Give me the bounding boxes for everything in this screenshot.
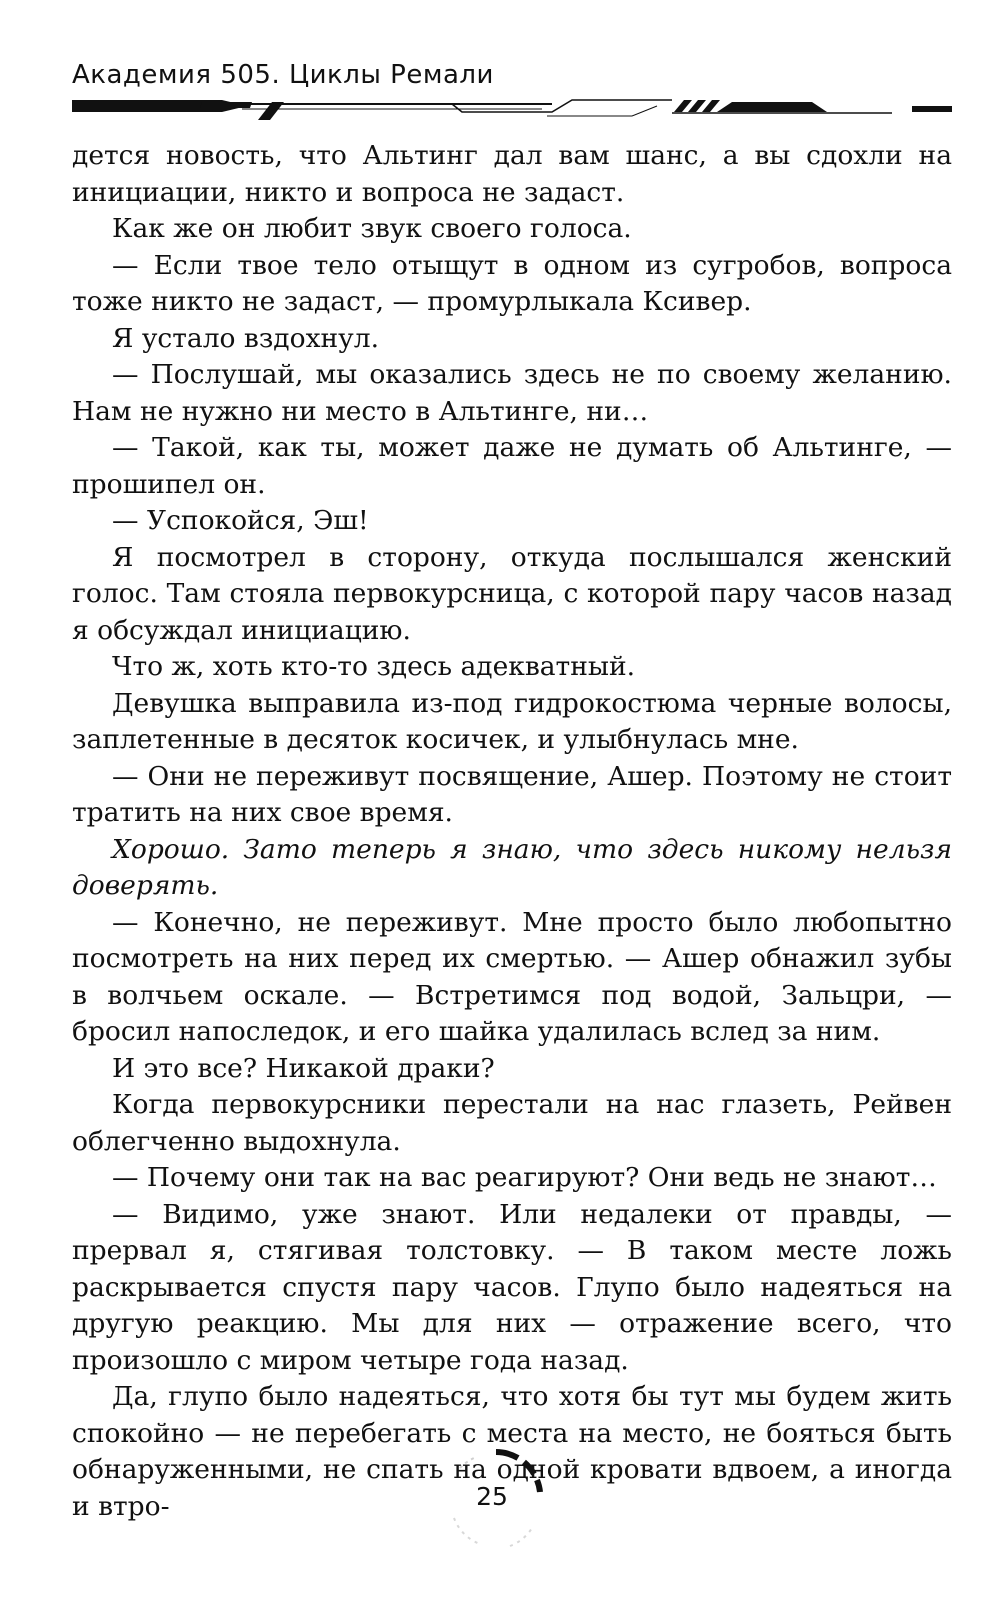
body-text	[72, 138, 952, 1525]
paragraph: — Такой, как ты, может даже не думать об Альтинге, — прошипел он.	[72, 432, 952, 500]
paragraph: Да, глупо было надеяться, что хотя бы тут мы будем жить спокойно — не перебегать с места на место, не бояться быть обнаруженными, не спать на одной кровати вдвоем, а иногда и втро-	[72, 1381, 952, 1522]
page-number: 25	[476, 1482, 508, 1511]
header-decorative-rule	[72, 92, 952, 132]
paragraph-italic-thought: Хорошо. Зато теперь я знаю, что здесь никому нельзя доверять.	[72, 833, 952, 901]
paragraph: Я посмотрел в сторону, откуда послышался женский голос. Там стояла первокурсница, с которой пару часов назад я обсуждал инициацию.	[72, 541, 952, 646]
paragraph: Что ж, хоть кто-то здесь адекватный.	[112, 651, 636, 682]
paragraph: Девушка выправила из-под гидрокостюма черные волосы, заплетенные в десяток косичек, и улыбнулась мне.	[72, 687, 952, 755]
paragraph: — Успокойся, Эш!	[112, 505, 369, 536]
paragraph: Я устало вздохнул.	[112, 322, 380, 354]
running-header-title: Академия 505. Циклы Ремали	[72, 60, 494, 90]
paragraph: — Почему они так на вас реагируют? Они ведь не знают…	[112, 1162, 937, 1193]
paragraph: Как же он любит звук своего голоса.	[112, 213, 632, 244]
paragraph: — Они не переживут посвящение, Ашер. Поэтому не стоит тратить на них свое время.	[72, 760, 952, 828]
page-folio	[440, 1448, 560, 1558]
paragraph: — Видимо, уже знают. Или недалеки от правды, — прервал я, стягивая толстовку. — В таком месте ложь раскрывается спустя пару часов. Глупо было надеяться на другую реакцию. Мы для них — отражение всего, что произошло с миром четыре года назад.	[72, 1198, 952, 1376]
paragraph: И это все? Никакой драки?	[112, 1052, 495, 1084]
paragraph: — Послушай, мы оказались здесь не по своему желанию. Нам не нужно ни место в Альтинге, ни…	[72, 359, 952, 427]
paragraph: — Если твое тело отыщут в одном из сугробов, вопроса тоже никто не задаст, — промурлыкала Ксивер.	[72, 249, 952, 317]
paragraph: — Конечно, не переживут. Мне просто было любопытно посмотреть на них перед их смертью. — Ашер обнажил зубы в волчьем оскале. — Встретимся под водой, Зальцри, — бросил напоследок, и его шайка удалилась вслед за ним.	[72, 906, 952, 1047]
running-header	[72, 58, 952, 133]
paragraph: Когда первокурсники перестали на нас глазеть, Рейвен облегченно выдохнула.	[72, 1089, 952, 1157]
paragraph: дется новость, что Альтинг дал вам шанс, а вы сдохли на инициации, никто и вопроса не задаст.	[72, 140, 952, 208]
